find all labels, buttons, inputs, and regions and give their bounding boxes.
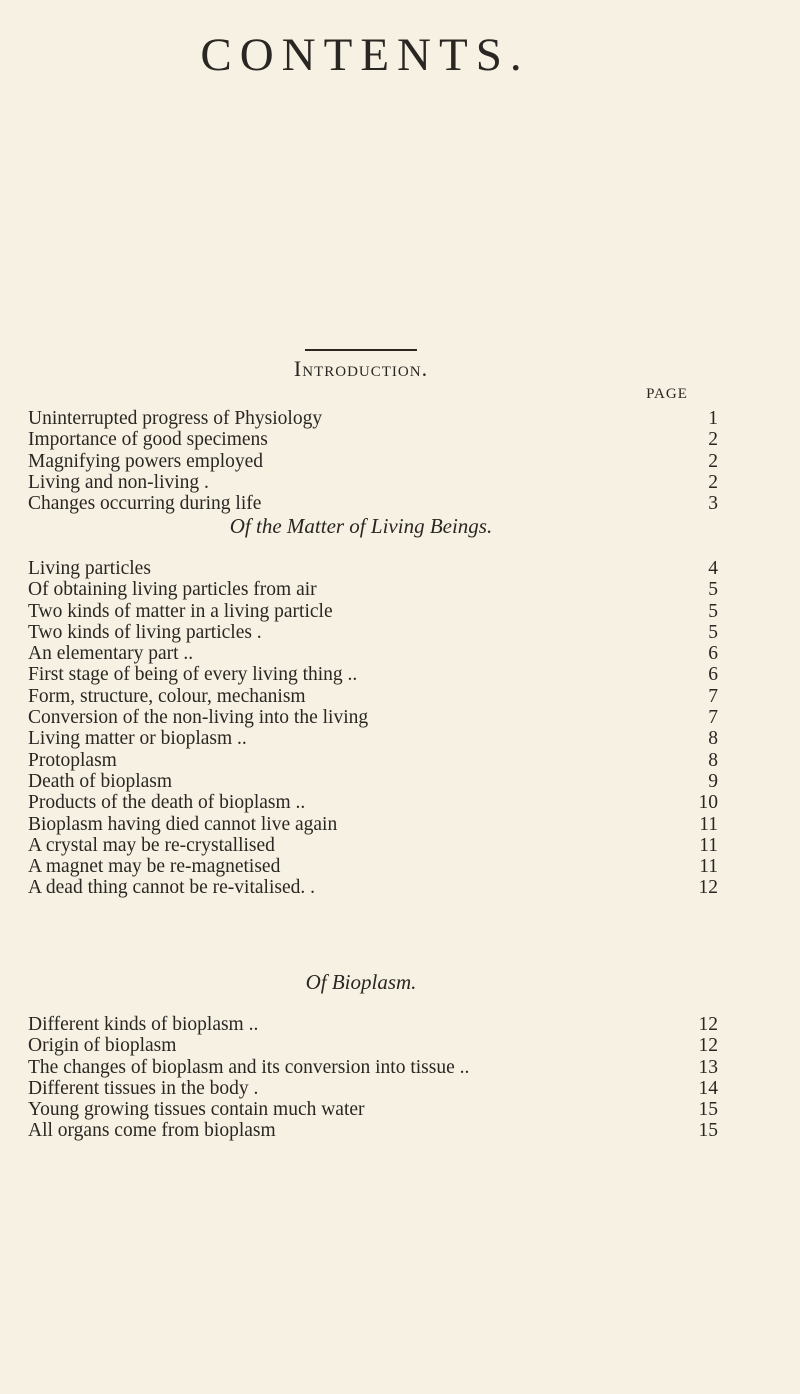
toc-page-number: 14 xyxy=(698,1077,718,1099)
toc-entry-title: An elementary part .. xyxy=(28,643,199,664)
toc-entry xyxy=(28,493,718,514)
toc-entry xyxy=(28,472,718,493)
toc-entry-title: Living and non-living . xyxy=(28,472,215,493)
toc-entry xyxy=(28,835,718,856)
toc-entry-title: A dead thing cannot be re-vitalised. . xyxy=(28,877,321,898)
toc-entry-title: Protoplasm xyxy=(28,750,123,771)
toc-page-number: 2 xyxy=(708,429,718,451)
toc-page-number: 6 xyxy=(708,664,718,686)
toc-entry-title: The changes of bioplasm and its conversion into tissue .. xyxy=(28,1057,475,1078)
toc-entry-title: All organs come from bioplasm xyxy=(28,1120,282,1141)
toc-entry xyxy=(28,643,718,664)
toc-entry xyxy=(28,686,718,707)
toc-list-of-bioplasm xyxy=(28,1014,718,1142)
toc-page-number: 5 xyxy=(708,600,718,622)
page-column-label: PAGE xyxy=(646,386,688,402)
toc-page-number: 12 xyxy=(698,877,718,899)
toc-entry-title: Uninterrupted progress of Physiology xyxy=(28,408,328,429)
toc-page-number: 5 xyxy=(708,579,718,601)
toc-entry-title: Form, structure, colour, mechanism xyxy=(28,686,312,707)
toc-entry xyxy=(28,856,718,877)
toc-entry-title: Different tissues in the body . xyxy=(28,1078,264,1099)
toc-entry-title: Origin of bioplasm xyxy=(28,1035,182,1056)
toc-entry xyxy=(28,814,718,835)
toc-entry-title: Bioplasm having died cannot live again xyxy=(28,814,343,835)
toc-entry xyxy=(28,1014,718,1035)
section-heading-introduction: Introduction. xyxy=(293,356,429,381)
toc-entry xyxy=(28,664,718,685)
toc-entry xyxy=(28,1078,718,1099)
toc-page-number: 12 xyxy=(698,1014,718,1035)
toc-list-introduction xyxy=(28,408,718,514)
toc-page-number: 15 xyxy=(698,1099,718,1121)
toc-entry xyxy=(28,1057,718,1078)
toc-page-number: 11 xyxy=(699,834,718,856)
toc-page-number: 2 xyxy=(708,471,718,493)
toc-entry xyxy=(28,1099,718,1120)
toc-page-number: 2 xyxy=(708,450,718,472)
toc-entry xyxy=(28,707,718,728)
toc-entry xyxy=(28,429,718,450)
toc-entry xyxy=(28,601,718,622)
toc-page-number: 3 xyxy=(708,493,718,515)
toc-entry-title: A crystal may be re-crystallised xyxy=(28,835,281,856)
toc-page-number: 8 xyxy=(708,749,718,771)
toc-entry xyxy=(28,451,718,472)
toc-entry-title: Importance of good specimens xyxy=(28,429,274,450)
toc-entry-title: Death of bioplasm xyxy=(28,771,178,792)
toc-entry-title: Living particles xyxy=(28,558,157,579)
page-title: CONTENTS. xyxy=(200,29,530,81)
toc-entry xyxy=(28,579,718,600)
toc-page-number: 10 xyxy=(698,792,718,814)
toc-entry xyxy=(28,622,718,643)
toc-entry-title: A magnet may be re-magnetised xyxy=(28,856,286,877)
toc-entry xyxy=(28,1120,718,1141)
title-rule xyxy=(305,349,417,351)
toc-entry-title: Young growing tissues contain much water xyxy=(28,1099,371,1120)
toc-entry-title: Different kinds of bioplasm .. xyxy=(28,1014,264,1035)
toc-page-number: 5 xyxy=(708,621,718,643)
toc-page-number: 6 xyxy=(708,643,718,665)
toc-page-number: 4 xyxy=(708,558,718,579)
toc-page-number: 11 xyxy=(699,856,718,878)
toc-page-number: 8 xyxy=(708,728,718,750)
toc-page-number: 12 xyxy=(698,1035,718,1057)
toc-entry-title: Conversion of the non-living into the living xyxy=(28,707,374,728)
toc-page-number: 7 xyxy=(708,707,718,729)
toc-entry xyxy=(28,728,718,749)
toc-entry xyxy=(28,771,718,792)
toc-page-number: 1 xyxy=(708,408,718,429)
toc-page-number: 7 xyxy=(708,685,718,707)
toc-entry xyxy=(28,877,718,898)
toc-entry-title: Changes occurring during life xyxy=(28,493,267,514)
toc-entry-title: Two kinds of matter in a living particle xyxy=(28,601,339,622)
section-heading-matter-of-living-beings: Of the Matter of Living Beings. xyxy=(229,514,493,538)
toc-page-number: 15 xyxy=(698,1120,718,1142)
toc-entry-title: Two kinds of living particles . xyxy=(28,622,268,643)
toc-page-number: 11 xyxy=(699,813,718,835)
toc-entry xyxy=(28,1035,718,1056)
toc-entry xyxy=(28,792,718,813)
toc-page-number: 9 xyxy=(708,770,718,792)
toc-entry xyxy=(28,750,718,771)
toc-entry-title: Magnifying powers employed xyxy=(28,451,269,472)
toc-list-matter-of-living-beings xyxy=(28,558,718,899)
toc-entry-title: Living matter or bioplasm .. xyxy=(28,728,253,749)
section-heading-of-bioplasm: Of Bioplasm. xyxy=(305,970,417,994)
toc-entry xyxy=(28,408,718,429)
toc-entry xyxy=(28,558,718,579)
toc-entry-title: Of obtaining living particles from air xyxy=(28,579,323,600)
toc-page-number: 13 xyxy=(698,1056,718,1078)
toc-entry-title: First stage of being of every living thing .. xyxy=(28,664,363,685)
toc-entry-title: Products of the death of bioplasm .. xyxy=(28,792,311,813)
